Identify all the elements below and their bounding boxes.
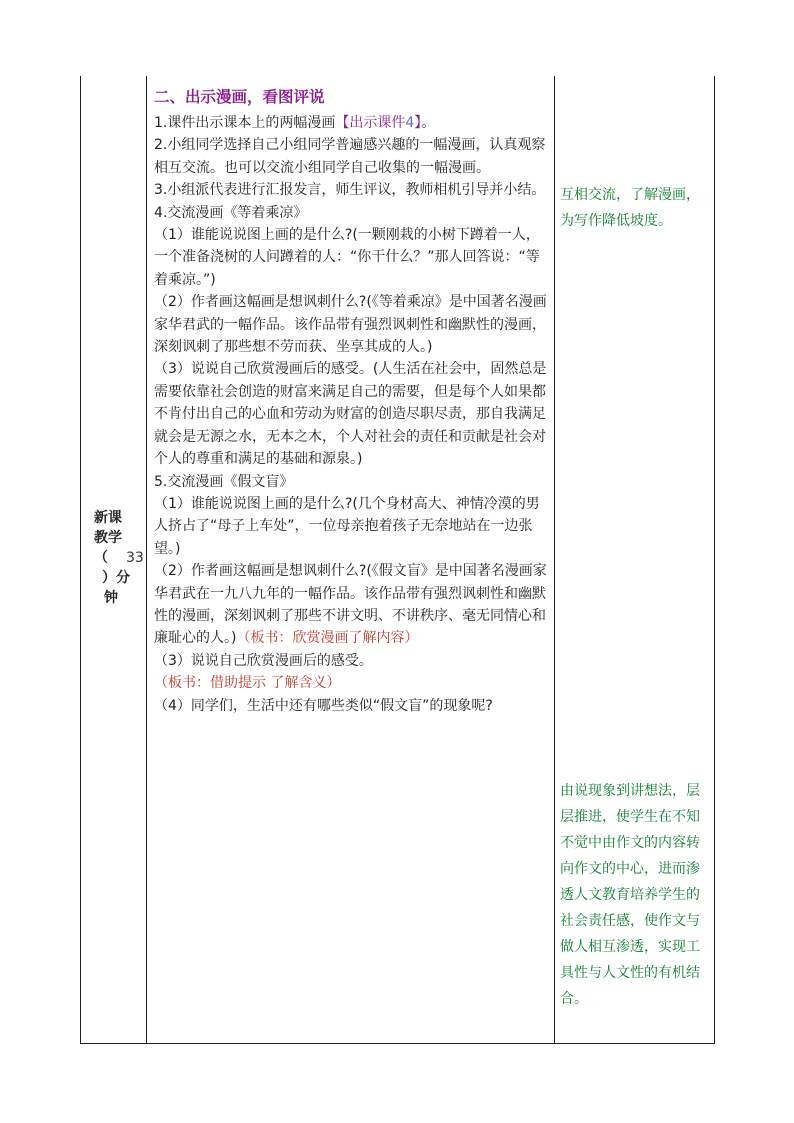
item-5-2: （2）作者画这幅画是想讽刺什么?(《假文盲》是中国著名漫画家华君武在一九八九年的一幅作品。该作品带有强烈讽刺性和幽默性的漫画，深刻讽刺了那些不讲文明、不讲秩序、毫无同情心和廉耻心的人。)（板书：欣赏漫画了解内容） bbox=[154, 563, 547, 647]
board-note: （板书：借助提示 了解含义） bbox=[154, 675, 341, 692]
item-5-3: （3）说说自己欣赏漫画后的感受。 bbox=[154, 652, 373, 669]
lesson-plan-table bbox=[80, 76, 714, 1044]
content-cell bbox=[146, 76, 554, 1044]
section-heading: 二、出示漫画，看图评说 bbox=[154, 88, 325, 106]
notes-cell bbox=[554, 76, 716, 1044]
item-4: 4.交流漫画《等着乘凉》 bbox=[154, 204, 308, 221]
row-label-line: 新课 bbox=[94, 510, 122, 526]
design-note-2: 由说现象到讲想法，层层推进，使学生在不知不觉中由作文的内容转向作文的中心，进而渗透人文教育培养学生的社会责任感，使作文与做人相互渗透，实现工具性与人文性的有机结合。 bbox=[560, 783, 700, 1007]
item-5-4: （4）同学们，生活中还有哪些类似“假文盲”的现象呢? bbox=[154, 697, 493, 714]
item-1: 1.课件出示课本上的两幅漫画【出示课件4】。 bbox=[154, 115, 436, 131]
row-label-cell bbox=[80, 76, 146, 1044]
item-4-1: （1）谁能说说图上画的是什么?(一颗刚栽的小树下蹲着一人，一个准备浇树的人问蹲着的人：“你干什么？”那人回答说：“等着乘凉。”) bbox=[154, 227, 540, 288]
row-label-line: ）分 bbox=[102, 570, 130, 586]
row-label-line: 钟 bbox=[104, 590, 118, 606]
row-label-line: 教学 bbox=[94, 530, 122, 546]
item-4-3: （3）说说自己欣赏漫画后的感受。(人生活在社会中，固然总是需要依靠社会创造的财富来满足自己的需要，但是每个人如果都不肯付出自己的心血和劳动为财富的创造尽职尽责，那自我满足就会是无源之水，无本之木，个人对社会的责任和贡献是社会对个人的尊重和满足的基础和源泉。) bbox=[154, 361, 547, 468]
item-5: 5.交流漫画《假文盲》 bbox=[154, 473, 294, 490]
item-5-1: （1）谁能说说图上画的是什么?(几个身材高大、神情冷漠的男人挤占了“母子上车处”，一位母亲抱着孩子无奈地站在一边张望。) bbox=[154, 495, 540, 557]
content-text bbox=[154, 82, 552, 717]
row-label bbox=[94, 508, 144, 608]
design-note-1: 互相交流，了解漫画，为写作降低坡度。 bbox=[560, 187, 700, 229]
board-note: （板书：欣赏漫画了解内容） bbox=[236, 630, 419, 647]
minutes-value: 33 bbox=[126, 550, 144, 566]
item-3: 3.小组派代表进行汇报发言，师生评议，教师相机引导并小结。 bbox=[154, 182, 546, 199]
item-4-2: （2）作者画这幅画是想讽刺什么?(《等着乘凉》是中国著名漫画家华君武的一幅作品。该作品带有强烈讽刺性和幽默性的漫画，深刻讽刺了那些想不劳而获、坐享其成的人。) bbox=[154, 294, 547, 356]
item-2: 2.小组同学选择自己小组同学普遍感兴趣的一幅漫画，认真观察相互交流。也可以交流小组同学自己收集的一幅漫画。 bbox=[154, 137, 546, 176]
row-label-line: （ 33 bbox=[94, 550, 144, 566]
